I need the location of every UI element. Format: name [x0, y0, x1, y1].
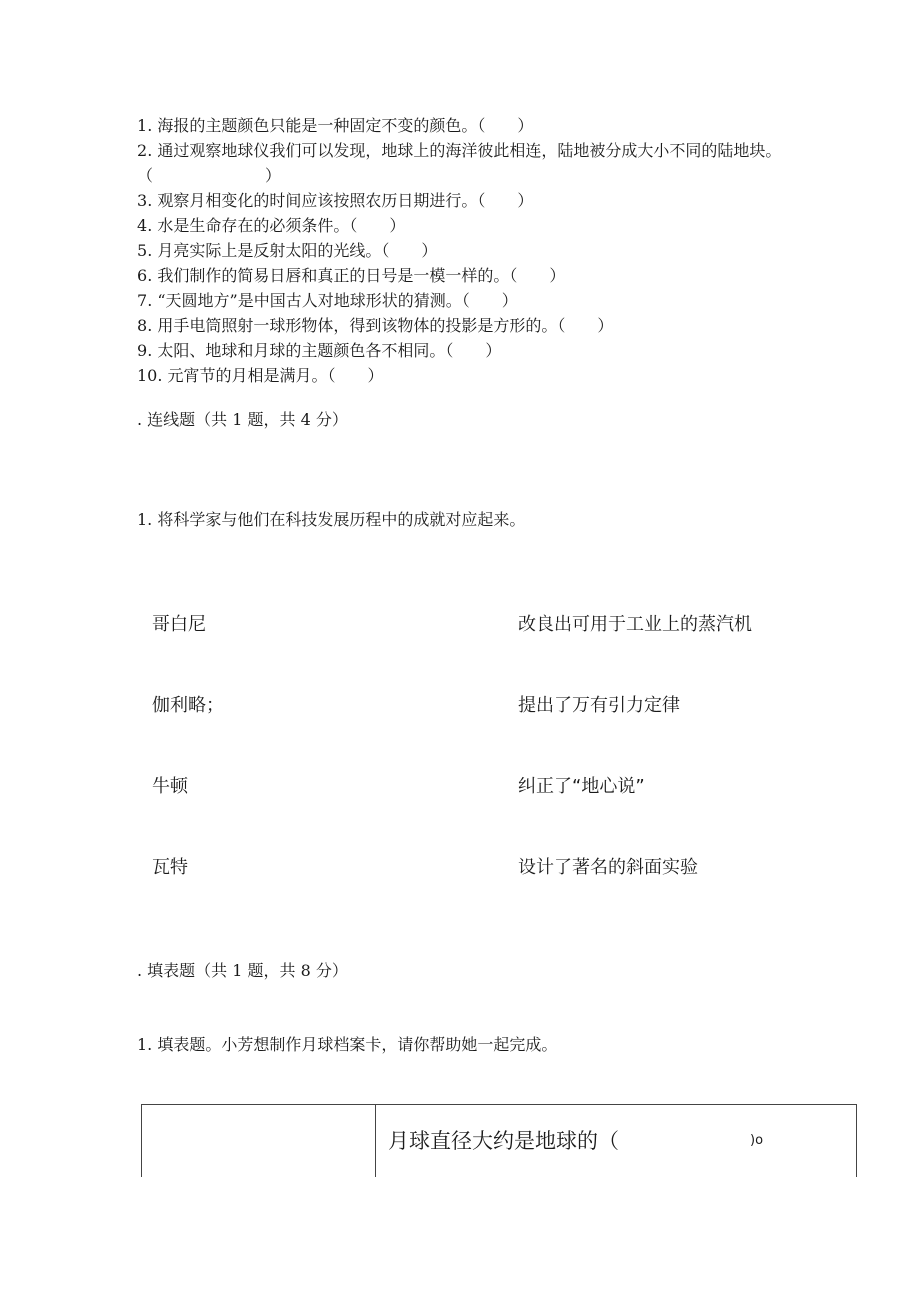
achievement-item[interactable]: 设计了著名的斜面实验	[518, 857, 698, 878]
scientist-item[interactable]: 哥白尼	[152, 614, 206, 635]
achievement-item[interactable]: 提出了万有引力定律	[518, 695, 680, 716]
table-column-divider	[375, 1105, 376, 1177]
list-item: 1. 海报的主题颜色只能是一种固定不变的颜色。（ ）	[137, 116, 534, 135]
table-cell-diameter[interactable]: 月球直径大约是地球的（	[388, 1129, 619, 1153]
list-item: 4. 水是生命存在的必须条件。（ ）	[137, 216, 406, 235]
scientist-item[interactable]: 伽利略；	[152, 695, 224, 716]
list-item: 7. “天圆地方”是中国古人对地球形状的猜测。（ ）	[137, 291, 518, 310]
list-item: 8. 用手电筒照射一球形物体，得到该物体的投影是方形的。（ ）	[137, 316, 614, 335]
list-item: 3. 观察月相变化的时间应该按照农历日期进行。（ ）	[137, 191, 534, 210]
table-cell-closing: )o	[750, 1133, 764, 1148]
list-item: 9. 太阳、地球和月球的主题颜色各不相同。（ ）	[137, 341, 502, 360]
list-item: 10. 元宵节的月相是满月。（ ）	[137, 366, 384, 385]
moon-profile-table	[141, 1104, 857, 1177]
achievement-item[interactable]: 纠正了“地心说”	[518, 776, 645, 797]
list-item: 2. 通过观察地球仪我们可以发现，地球上的海洋彼此相连，陆地被分成大小不同的陆地块。（ ）	[137, 141, 782, 185]
table-question: 1. 填表题。小芳想制作月球档案卡，请你帮助她一起完成。	[137, 1035, 558, 1054]
matching-section-title: . 连线题（共 1 题，共 4 分）	[137, 410, 348, 429]
true-false-list	[137, 113, 867, 388]
list-item: 5. 月亮实际上是反射太阳的光线。（ ）	[137, 241, 438, 260]
scientist-item[interactable]: 牛顿	[152, 776, 188, 797]
table-section-title: . 填表题（共 1 题，共 8 分）	[137, 961, 348, 980]
matching-question: 1. 将科学家与他们在科技发展历程中的成就对应起来。	[137, 510, 526, 529]
scientist-item[interactable]: 瓦特	[152, 857, 188, 878]
achievement-item[interactable]: 改良出可用于工业上的蒸汽机	[518, 614, 752, 635]
list-item: 6. 我们制作的简易日唇和真正的日号是一模一样的。（ ）	[137, 266, 566, 285]
